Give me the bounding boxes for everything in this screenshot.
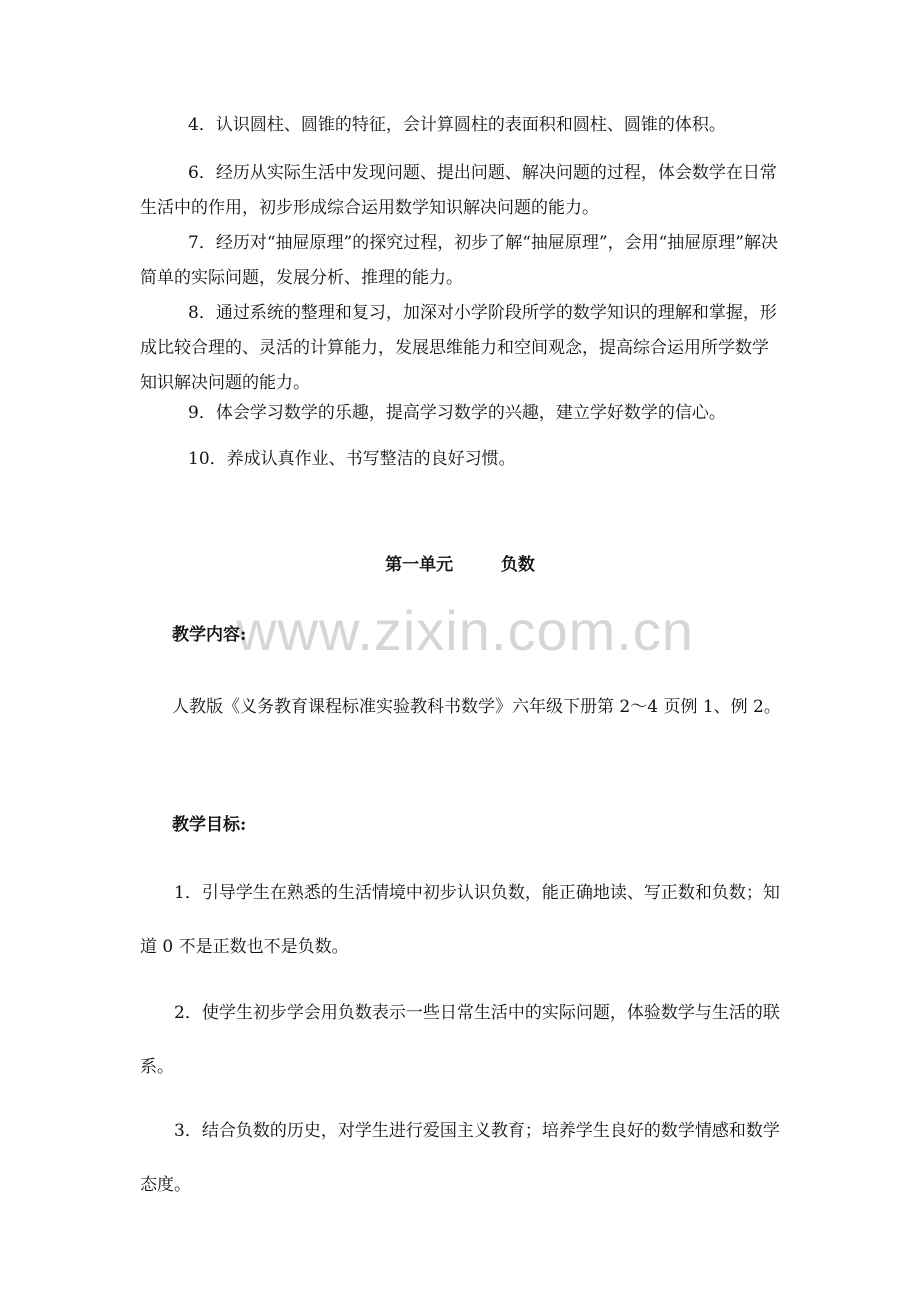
goal-item: 4．认识圆柱、圆锥的特征，会计算圆柱的表面积和圆柱、圆锥的体积。 [188, 115, 726, 135]
goal-item: 7．经历对“抽屉原理”的探究过程，初步了解“抽屉原理”，会用“抽屉原理”解决简单的实际问题，发展分析、推理的能力。 [140, 233, 778, 288]
goal-item: 8．通过系统的整理和复习，加深对小学阶段所学的数学知识的理解和掌握，形成比较合理的、灵活的计算能力，发展思维能力和空间观念，提高综合运用所学数学知识解决问题的能力。 [140, 303, 777, 393]
unit-title [0, 550, 920, 575]
goal-item: 6．经历从实际生活中发现问题、提出问题、解决问题的过程，体会数学在日常生活中的作用，初步形成综合运用数学知识解决问题的能力。 [140, 163, 777, 218]
goal-item: 10．养成认真作业、书写整洁的良好习惯。 [188, 449, 516, 469]
content-text: 人教版《义务教育课程标准实验教科书数学》六年级下册第 2～4 页例 1、例 2。 [172, 697, 781, 717]
goal-item: 9．体会学习数学的乐趣，提高学习数学的兴趣，建立学好数学的信心。 [188, 403, 726, 423]
objective-item: 2．使学生初步学会用负数表示一些日常生活中的实际问题，体验数学与生活的联系。 [140, 1003, 780, 1077]
objective-item: 1．引导学生在熟悉的生活情境中初步认识负数，能正确地读、写正数和负数；知道 0 不是正数也不是负数。 [140, 883, 780, 957]
objective-item: 3．结合负数的历史，对学生进行爱国主义教育；培养学生良好的数学情感和数学态度。 [140, 1121, 780, 1195]
watermark: www.zixin.com.cn [236, 599, 694, 662]
unit-title-topic: 负数 [500, 555, 535, 575]
content-heading: 教学内容: [172, 625, 247, 645]
unit-title-number: 第一单元 [385, 555, 454, 575]
objectives-heading: 教学目标: [172, 815, 247, 835]
